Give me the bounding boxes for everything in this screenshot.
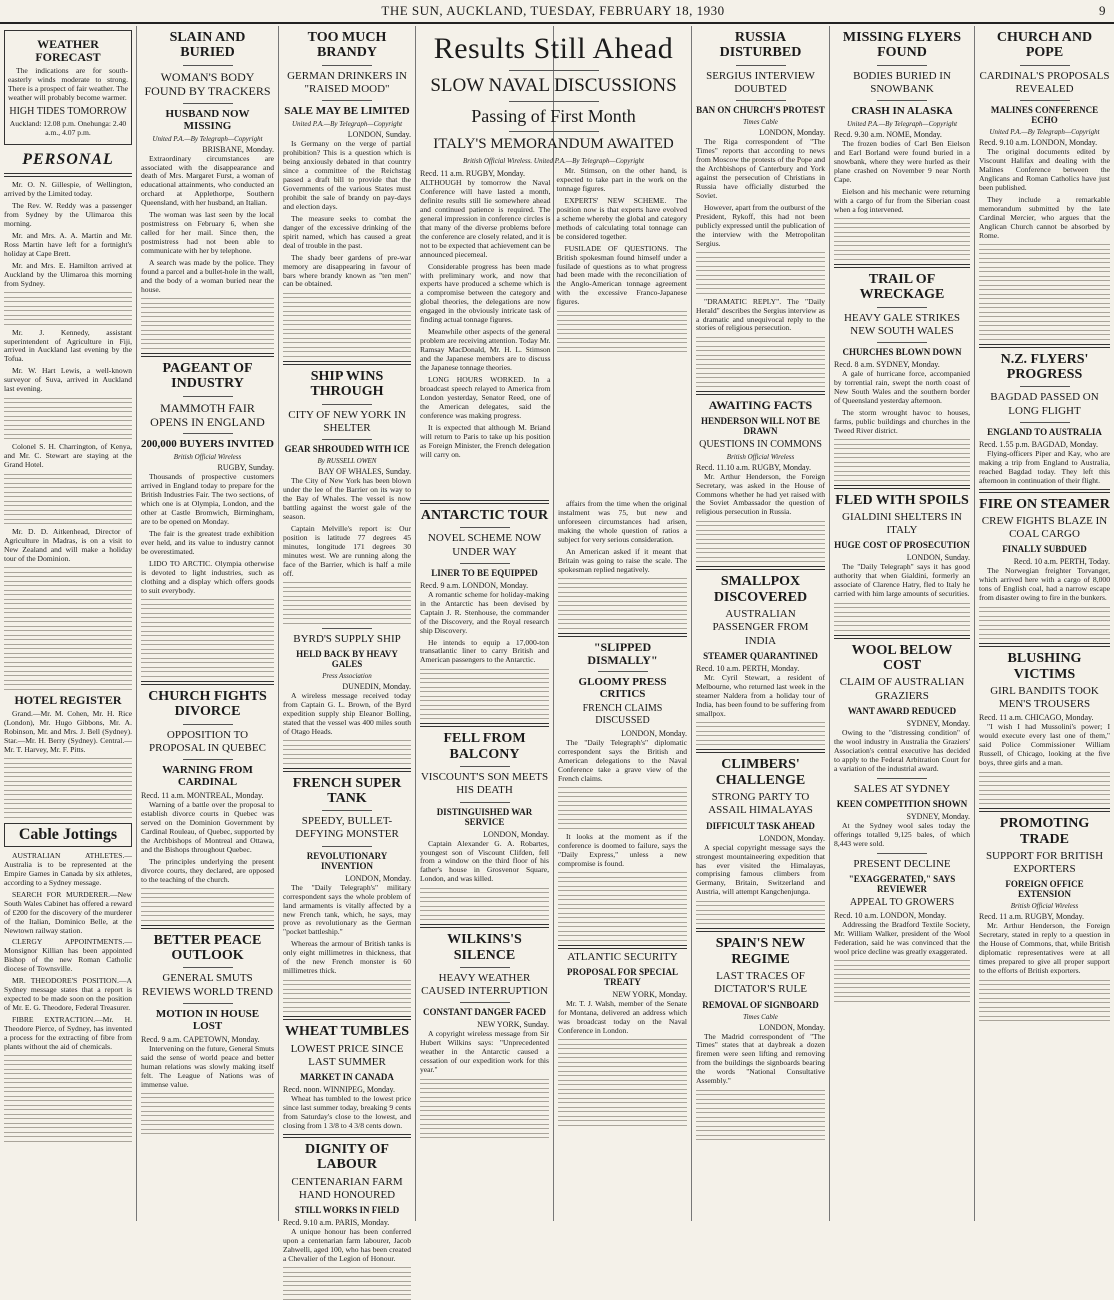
headline-smallpox-discovered: SMALLPOX DISCOVERED <box>713 574 808 605</box>
tides-title: HIGH TIDES TOMORROW <box>9 106 127 118</box>
dateline: BRISBANE, Monday. <box>202 144 274 154</box>
deck: HENDERSON WILL NOT BE DRAWN <box>701 415 820 436</box>
dateline: SYDNEY, Monday. <box>906 718 970 728</box>
main-story-right <box>557 167 688 463</box>
dateline: Recd. 9.10 a.m. PARIS, Monday. <box>283 1217 390 1227</box>
text-lines <box>696 337 825 388</box>
text-lines <box>558 872 687 941</box>
dateline: Recd. 11 a.m. RUGBY, Monday. <box>420 169 526 178</box>
article-paragraph: Mr. Arthur Henderson, the Foreign Secretary, was asked in the House of Commons whether he had yet raised with the Soviet Ambassador the question of religious persecution in Russia. <box>696 471 825 517</box>
subhead: APPEAL TO GROWERS <box>849 896 955 908</box>
text-lines <box>283 980 411 1013</box>
subhead: VISCOUNT'S SON MEETS HIS DEATH <box>420 771 549 797</box>
deck: CONSTANT DANGER FACED <box>422 1007 546 1018</box>
weather-text: The indications are for south-easterly winds moderate to strong. There is a prospect of fair weather. The weather will probably become warmer. <box>8 66 128 103</box>
dateline: NEW YORK, Sunday. <box>477 1020 549 1030</box>
deck: REMOVAL OF SIGNBOARD <box>702 999 819 1010</box>
article-paragraph: ALTHOUGH by tomorrow the Naval Conference will have lasted a month, definite results still lie somewhere ahead and continued patience is required. The general impression in conference circles is that many of the diverse problems before the conference are closely related, and it is not to be expected that achievement can be announced piecemeal. <box>420 178 551 259</box>
cable-item: AUSTRALIAN ATHLETES.—Australia is to be represented at the Empire Games in Canada by six athletes, according to a Sydney message. <box>4 850 132 887</box>
subhead: CLAIM OF AUSTRALIAN GRAZIERS <box>839 676 965 702</box>
dateline: Recd. 9.30 a.m. NOME, Monday. <box>834 130 942 140</box>
subhead: WOMAN'S BODY FOUND BY TRACKERS <box>144 69 271 99</box>
tides-text: Auckland: 12.08 p.m. Onehunga: 2.40 a.m., 4.07 p.m. <box>9 119 127 138</box>
article-paragraph: An American asked if it meant that Britain was going to raise the scale. The spokesman replied negatively. <box>558 546 687 574</box>
subhead: CARDINAL'S PROPOSALS REVEALED <box>979 69 1110 95</box>
main-story-banner <box>416 26 691 496</box>
headline-antarctic-tour: ANTARCTIC TOUR <box>420 508 549 523</box>
text-lines <box>979 980 1110 1022</box>
dateline: LONDON, Monday. <box>345 873 411 883</box>
main-story-left <box>420 167 551 463</box>
article-paragraph: Mr. Cyril Stewart, a resident of Melbourne, who returned last week in the steamer Naldera from a holiday tour of India, has been found to be suffering from smallpox. <box>696 672 825 718</box>
headline-fell-from-balcony: FELL FROM BALCONY <box>443 731 526 762</box>
deck: KEEN COMPETITION SHOWN <box>836 798 968 809</box>
text-lines <box>141 888 274 921</box>
credit: United P.A.—By Telegraph—Copyright <box>846 120 958 129</box>
dateline: RUGBY, Sunday. <box>217 463 274 473</box>
article-paragraph: Warning of a battle over the proposal to establish divorce courts in Quebec was served on the Dominion Government by Cardinal Rouleau, of Quebec, supported by the Archbishops of Montreal and Ottawa, and the Bishops throughout Quebec. <box>141 799 274 854</box>
subhead: CREW FIGHTS BLAZE IN COAL CARGO <box>981 515 1108 541</box>
article-paragraph: Meanwhile other aspects of the general problem are receiving attention. Today Mr. Ramsay MacDonald, Mr. H. L. Stimson and the Japanese members are to discuss the Japanese tonnage theories. <box>420 327 551 373</box>
dateline: Recd. 9.10 a.m. LONDON, Monday. <box>979 138 1098 148</box>
article-paragraph: Captain Alexander G. A. Robartes, youngest son of Viscount Clifden, fell from a window on the third floor of his father's house in Grosvenor Square, London, and was killed. <box>420 838 549 884</box>
subhead: MAMMOTH FAIR OPENS IN ENGLAND <box>150 400 265 430</box>
headline-trail-of-wreckage: TRAIL OF WRECKAGE <box>859 271 945 303</box>
headline-wilkins-silence: WILKINS'S SILENCE <box>447 932 522 963</box>
text-lines <box>834 960 970 1002</box>
subhead: CENTENARIAN FARM HAND HONOURED <box>291 1175 403 1201</box>
column-5-lower <box>554 500 691 1221</box>
article-paragraph: The measure seeks to combat the danger of the excessive drinking of the spirit named, which has caused a great deal of trouble in the past. <box>283 213 411 250</box>
deck: HELD BACK BY HEAVY GALES <box>296 648 398 669</box>
article-paragraph: However, apart from the outburst of the President, Rykoff, this had not been publicly expressed until the publication of the interview with the Metropolitan Sergius. <box>696 202 825 248</box>
subhead: NOVEL SCHEME NOW UNDER WAY <box>427 532 542 558</box>
cable-item: CLERGY APPOINTMENTS.—Monsignor Killian has been appointed Bishop of the new Roman Catholic diocese of Townsville. <box>4 937 132 974</box>
cable-item: SEARCH FOR MURDERER.—New South Wales Cabinet has offered a reward of £200 for the discovery of the murderer of the Italian, Dominico Belle, at the Newtown railway station. <box>4 889 132 935</box>
deck: WARNING FROM CARDINAL <box>162 763 253 788</box>
text-lines <box>558 578 687 629</box>
article-paragraph: The Riga correspondent of "The Times" reports that according to news from Moscow the protests of the Pope and the Archbishops of Canterbury and York against the persecution of Christians in Russia have officially disturbed the Soviet. <box>696 137 825 200</box>
column-2 <box>137 26 278 1221</box>
dateline: BAY OF WHALES, Sunday. <box>318 467 411 477</box>
headline-fire-on-steamer: FIRE ON STEAMER <box>979 496 1110 512</box>
deck: LINER TO BE EQUIPPED <box>431 567 538 578</box>
article-paragraph: A wireless message received today from Captain G. L. Brown, of the Byrd expedition supply ship Eleanor Bolling, stated that the vessel was 400 miles south of Otago Heads. <box>283 690 411 736</box>
personal-item: Mr. D. D. Aitkenhead, Director of Agriculture in Madras, is on a visit to New Zealand and will make a holiday tour of the Dominion. <box>4 527 132 563</box>
article-paragraph: Considerable progress has been made with preliminary work, and now that experts have produced a scheme which is a compromise between the category and global theories, the delegations are now engaged in the obviously intricate task of finding actual tonnage figures. <box>420 261 551 325</box>
text-lines <box>696 521 825 563</box>
text-lines <box>979 607 1110 640</box>
dateline: Recd. 11 a.m. MONTREAL, Monday. <box>141 790 264 800</box>
deck: CHURCHES BLOWN DOWN <box>842 346 962 357</box>
personal-item: Mr. and Mrs. A. A. Martin and Mr. Ross Martin have left for a fortnight's holiday at Cape Brett. <box>4 230 132 258</box>
article-paragraph: The City of New York has been blown under the lee of the Barrier on its way to the Bay of Whales. The vessel is now battling against the worst gale of the season. <box>283 476 411 521</box>
article-paragraph: It looks at the moment as if the conference is doomed to failure, says the "Daily Express," unless a new compromise is found. <box>558 831 687 868</box>
dateline: Recd. 10 a.m. LONDON, Monday. <box>834 910 947 920</box>
credit: By RUSSELL OWEN <box>317 457 377 466</box>
dateline: Recd. 1.55 p.m. BAGDAD, Monday. <box>979 439 1099 449</box>
dateline: Recd. 11 a.m. CHICAGO, Monday. <box>979 713 1094 723</box>
text-lines <box>283 582 411 624</box>
deck: STEAMER QUARANTINED <box>703 650 818 661</box>
article-paragraph: The storm wrought havoc to houses, farms, public buildings and churches in the Tweed River district. <box>834 407 970 435</box>
subhead: AUSTRALIAN PASSENGER FROM INDIA <box>712 608 809 647</box>
article-paragraph: A search was made by the police. They found a parcel and a bullet-hole in the wall, and the body of a woman buried near the house. <box>141 258 274 294</box>
article-paragraph: The Madrid correspondent of "The Times" states that at daybreak a dozen firemen were seen lifting and removing from the buildings the signboards bearing the words "National Consultative Assembly." <box>696 1031 825 1086</box>
dateline: NEW YORK, Monday. <box>612 989 687 999</box>
headline-french-super-tank: FRENCH SUPER TANK <box>292 775 402 806</box>
article-paragraph: The woman was last seen by the local postmistress on February 6, when she called for her mail. Since then, the postmistress had not been able to communicate with her by telephone. <box>141 210 274 256</box>
article-paragraph: LIDO TO ARCTIC. Olympia otherwise is devoted to light industries, such as clothing and a display which offers goods to suit everybody. <box>141 559 274 595</box>
deck: BAN ON CHURCH'S PROTEST <box>696 105 825 116</box>
article-paragraph: The original documents edited by Viscount Halifax and dealing with the Malines Conference between the Anglicans and Roman Catholics have just been published. <box>979 147 1110 192</box>
cable-item: MR. THEODORE'S POSITION.—A Sydney message states that a report is expected to be made soon on the position of Mr. E. G. Theodore, Federal Treasurer. <box>4 976 132 1013</box>
dateline: LONDON, Monday. <box>483 829 549 839</box>
article-paragraph: Flying-officers Piper and Kay, who are making a trip from England to Australia, reached Bagdad today. They left this afternoon in continuation of their flight. <box>979 448 1110 485</box>
headline-missing-flyers-found: MISSING FLYERS FOUND <box>842 30 962 61</box>
article-paragraph: Owing to the "distressing condition" of the wool industry in Australia the Graziers' Association's central executive has decided to apply to the Federal Arbitration Court for a variation of the industrial award. <box>834 727 970 773</box>
subhead: GERMAN DRINKERS IN "RAISED MOOD" <box>287 69 407 95</box>
article-paragraph: Eielson and his mechanic were returning with a cargo of fur from the Siberian coast when a fog intervened. <box>834 186 970 214</box>
headline-spains-new-regime: SPAIN'S NEW REGIME <box>715 936 806 967</box>
subhead: GENERAL SMUTS REVIEWS WORLD TREND <box>142 972 273 998</box>
credit: British Official Wireless <box>1010 902 1079 911</box>
personal-item: The Rev. W. Reddy was a passenger from Sydney by the Ulimaroa this morning. <box>4 201 132 228</box>
deck: HUGE COST OF PROSECUTION <box>834 540 970 551</box>
article-paragraph: They include a remarkable memorandum submitted by the late Cardinal Mercier, who argues that the Anglican Church cannot be absorbed by Rome. <box>979 194 1110 240</box>
personal-heading: PERSONAL <box>22 151 114 169</box>
text-lines <box>696 252 825 294</box>
article-paragraph: affairs from the time when the original instalment was 75, but new and unforeseen circumstances had arisen, making the whole question of ratios a subject for very serious consideration. <box>558 499 687 544</box>
text-lines <box>4 758 132 818</box>
masthead <box>0 0 1114 24</box>
column-7 <box>692 26 829 1221</box>
subhead: HEAVY GALE STRIKES NEW SOUTH WALES <box>843 311 961 337</box>
deck: MALINES CONFERENCE ECHO <box>990 105 1099 126</box>
subhead: LAST TRACES OF DICTATOR'S RULE <box>714 970 807 996</box>
text-lines <box>141 298 274 349</box>
dateline: DUNEDIN, Monday. <box>342 681 411 691</box>
cable-item: FIBRE EXTRACTION.—Mr. H. Theodore Pierce, of Sydney, has invented a process for the extracting of fibre from plants without the aid of chemicals. <box>4 1015 132 1051</box>
article-paragraph: Intervening on the future, General Smuts said the sense of world peace and better human relations was slowly making itself felt. The League of Nations was of immense value. <box>141 1043 274 1089</box>
headline-better-peace-outlook: BETTER PEACE OUTLOOK <box>153 932 262 963</box>
subhead: STRONG PARTY TO ASSAIL HIMALAYAS <box>708 791 813 817</box>
text-lines <box>558 1039 687 1126</box>
subhead: GIALDINI SHELTERS IN ITALY <box>842 511 962 537</box>
dateline: Recd. 10 a.m. PERTH, Today. <box>1013 557 1110 567</box>
deck: WANT AWARD REDUCED <box>847 705 957 716</box>
subhead: CITY OF NEW YORK IN SHELTER <box>288 408 406 434</box>
deck: "EXAGGERATED," SAYS REVIEWER <box>848 873 956 894</box>
article-paragraph: He intends to equip a 17,000-ton transatlantic liner to carry British and American passengers to the Antarctic. <box>420 637 549 665</box>
headline-wool-below-cost: WOOL BELOW COST <box>851 642 953 674</box>
dateline: Recd. 9 a.m. LONDON, Monday. <box>420 580 529 590</box>
dateline: LONDON, Monday. <box>759 1022 825 1032</box>
deck: REVOLUTIONARY INVENTION <box>306 850 388 871</box>
credit: Press Association <box>322 671 372 680</box>
deck: MARKET IN CANADA <box>300 1071 394 1082</box>
deck: STILL WORKS IN FIELD <box>294 1204 400 1215</box>
dateline: Recd. 8 a.m. SYDNEY, Monday. <box>834 359 940 369</box>
personal-item: Colonel S. H. Charrington, of Kenya, and Mr. C. Stewart are staying at the Grand Hotel. <box>4 442 132 470</box>
deck: FOREIGN OFFICE EXTENSION <box>1005 879 1084 900</box>
text-lines <box>283 740 411 764</box>
weather-title: WEATHER FORECAST <box>35 37 101 65</box>
text-lines <box>696 1090 825 1141</box>
headline-slipped-dismally: "SLIPPED DISMALLY" <box>587 639 658 667</box>
credit: British Official Wireless <box>173 453 242 462</box>
text-lines <box>696 722 825 746</box>
text-lines <box>834 218 970 260</box>
deck: GEAR SHROUDED WITH ICE <box>284 444 410 455</box>
column-3 <box>279 26 415 1263</box>
personal-item: Mr. J. Kennedy, assistant superintendent of Agriculture in Fiji, arrived in Auckland last evening by the Tofua. <box>4 327 132 364</box>
text-lines <box>420 669 549 720</box>
deck: PROPOSAL FOR SPECIAL TREATY <box>566 966 678 987</box>
article-paragraph: A gale of hurricane force, accompanied by torrential rain, swept the north coast of New South Wales and the southern border of Queensland yesterday afternoon. <box>834 368 970 405</box>
dateline: LONDON, Monday. <box>759 128 825 138</box>
headline-atlantic-security: ATLANTIC SECURITY <box>567 950 678 963</box>
article-paragraph: EXPERTS' NEW SCHEME. The position now is that experts have evolved a scheme whereby the global and category methods of calculating total tonnage can be considered together. <box>556 195 687 241</box>
hotel-register-text: Grand.—Mr. M. Cohen, Mr. H. Rice (London), Mr. Hugo Gibbons, Mr. A. Robinson, Mr. and Mrs. J. Bell (Sydney). Star.—Mr. H. Berry (Sydney). Central.—Mr. T. Harvey, Mr. F. Pitts. <box>4 709 132 754</box>
article-paragraph: Mr. Arthur Henderson, the Foreign Secretary, stated in reply to a question in the House of Commons, that, while British diplomatic representatives were at all times prepared to give all proper support to the efforts of British exporters. <box>979 921 1110 976</box>
article-paragraph: A special copyright message says the strongest mountaineering expedition that has ever visited the Himalayas, comprising famous climbers from Germany, Britain, Switzerland and Austria, will attempt Kangchenjunga. <box>696 842 825 897</box>
deck: FINALLY SUBDUED <box>1002 544 1087 555</box>
article-paragraph: The shady beer gardens of pre-war memory are disappearing in favour of bars where brandy known as "ten men" can be obtained. <box>283 252 411 289</box>
text-lines <box>834 603 970 631</box>
headline-climbers-challenge: CLIMBERS' CHALLENGE <box>715 757 806 788</box>
article-paragraph: The frozen bodies of Carl Ben Eielson and Earl Borland were found buried in a snowbank, where they were hurled as their plane crashed on November 9 near North Cape. <box>834 139 970 184</box>
article-paragraph: FUSILADE OF QUESTIONS. The British spokesman found himself under a fusilade of questions as to what progress had been made with the reconciliation of the Anglo-American tonnage agreement with the excessive Franco-Japanese figures. <box>556 243 687 307</box>
headline-slain-and-buried: SLAIN AND BURIED <box>169 30 246 61</box>
text-lines <box>558 787 687 829</box>
headline-sales-at-sydney: SALES AT SYDNEY <box>853 782 951 795</box>
subhead: GIRL BANDITS TOOK MEN'S TROUSERS <box>990 685 1099 711</box>
subhead: FRENCH CLAIMS DISCUSSED <box>582 703 663 726</box>
dateline: Recd. noon. WINNIPEG, Monday. <box>283 1084 395 1094</box>
column-8 <box>830 26 974 1221</box>
article-paragraph: Thousands of prospective customers arrived in England today to prepare for the British Industries Fair. The two sections, of which one is at Olympia, London, and the other at Castle Bromwich, Birmingham, are to be opened on Monday. <box>141 472 274 527</box>
article-paragraph: The "Daily Telegraph" says it has good authority that when Gialdini, formerly an associate of Clarence Hatry, fled to Italy he carried with him large amounts of securities. <box>834 562 970 599</box>
hotel-register-heading: HOTEL REGISTER <box>14 692 122 707</box>
article-paragraph: A romantic scheme for holiday-making in the Antarctic has been devised by Captain J. R. Stenhouse, the commander of the Discovery, and the Royal research ship Discovery. <box>420 589 549 635</box>
headline-fled-with-spoils: FLED WITH SPOILS <box>835 492 969 508</box>
text-lines <box>420 888 549 921</box>
main-subhead-passing: Passing of First Month <box>471 106 636 126</box>
text-lines <box>283 293 411 357</box>
credit: British Official Wireless <box>726 452 795 461</box>
text-lines <box>979 244 1110 340</box>
deck: ENGLAND TO AUSTRALIA <box>987 426 1102 437</box>
article-paragraph: Captain Melville's report is: Our position is latitude 77 degrees 45 minutes, longitude 171 degrees 30 minutes west. We are running along the face of the Barrier, which is half a mile off. <box>283 523 411 578</box>
text-lines <box>4 292 132 325</box>
article-paragraph: The fair is the greatest trade exhibition ever held, and its value to industry cannot be overestimated. <box>141 529 274 557</box>
page-number: 9 <box>1099 3 1106 18</box>
text-lines <box>420 1079 549 1139</box>
deck: DISTINGUISHED WAR SERVICE <box>436 806 533 827</box>
credit: United P.A.—By Telegraph—Copyright <box>291 120 403 129</box>
headline-russia-disturbed: RUSSIA DISTURBED <box>719 30 802 61</box>
personal-item: Mr. O. N. Gillespie, of Wellington, arrived by the Limited today. <box>4 180 132 199</box>
weather-box <box>4 30 132 145</box>
deck: SALE MAY BE LIMITED <box>284 105 410 118</box>
text-lines <box>4 474 132 525</box>
text-lines <box>4 398 132 440</box>
headline-present-decline: PRESENT DECLINE <box>853 857 951 870</box>
article-paragraph: LONG HOURS WORKED. In a broadcast speech relayed to America from London yesterday, Senator Reed, one of the American delegates, said the conference was making progress. <box>420 375 551 420</box>
dateline: Recd. 10 a.m. PERTH, Monday. <box>696 663 800 673</box>
subhead: OPPOSITION TO PROPOSAL IN QUEBEC <box>149 728 266 754</box>
credit: British Official Wireless. United P.A.—By Telegraph—Copyright <box>463 157 644 165</box>
subhead: HEAVY WEATHER CAUSED INTERRUPTION <box>421 972 548 998</box>
cable-jottings-heading: Cable Jottings <box>4 823 132 847</box>
headline-awaiting-facts: AWAITING FACTS <box>708 398 813 413</box>
credit: United P.A.—By Telegraph—Copyright <box>989 128 1100 137</box>
dateline: LONDON, Sunday. <box>906 553 970 563</box>
dateline: LONDON, Monday. <box>621 729 687 738</box>
headline-dignity-of-labour: DIGNITY OF LABOUR <box>305 1141 389 1173</box>
article-paragraph: At the Sydney wool sales today the offerings totalled 9,125 bales, of which 8,443 were sold. <box>834 820 970 848</box>
subhead: QUESTIONS IN COMMONS <box>699 438 822 450</box>
deck: MOTION IN HOUSE LOST <box>155 1007 260 1032</box>
personal-item: Mr. and Mrs. E. Hamilton arrived at Auckland by the Ulimaroa this morning from Sydney. <box>4 260 132 288</box>
subhead-byrd-supply-ship: BYRD'S SUPPLY SHIP <box>293 632 401 645</box>
text-lines <box>141 1093 274 1135</box>
subhead: SERGIUS INTERVIEW DOUBTED <box>706 69 815 95</box>
dateline: LONDON, Sunday. <box>347 130 411 140</box>
subhead: LOWEST PRICE SINCE LAST SUMMER <box>290 1042 404 1068</box>
article-paragraph: Whereas the armour of British tanks is only eight millimetres in thickness, that of the new French monster is 60 millimetres thick. <box>283 939 411 976</box>
deck: 200,000 BUYERS INVITED <box>141 438 274 451</box>
headline-wheat-tumbles: WHEAT TUMBLES <box>284 1024 410 1040</box>
text-lines <box>4 1055 132 1142</box>
credit: Times Cable <box>743 1012 778 1021</box>
deck: CRASH IN ALASKA <box>851 105 953 118</box>
article-paragraph: The "Daily Telegraph's" military correspondent says the whole problem of land armaments is vitally affected by a new French tank, which, he says, may prove as revolutionary as the German "pocket battleship." <box>283 882 411 937</box>
subhead: BODIES BURIED IN SNOWBANK <box>853 69 951 95</box>
masthead-title: THE SUN, AUCKLAND, TUESDAY, FEBRUARY 18, 1930 <box>381 3 725 18</box>
text-lines <box>979 772 1110 805</box>
article-paragraph: "I wish I had Mussolini's power; I would execute every last one of them," said Police Commissioner William Russell, of Chicago, looking at the five boys, three girls and a man. <box>979 722 1110 768</box>
column-1 <box>0 26 136 1221</box>
article-paragraph: Mr. Stimson, on the other hand, is expected to take part in the work on the tonnage figures. <box>556 166 687 193</box>
text-lines <box>4 567 132 690</box>
headline-promoting-trade: PROMOTING TRADE <box>999 816 1090 847</box>
article-paragraph: It is expected that although M. Briand will return to Paris to take up his position as Foreign Minister, the French delegation will carry on. <box>420 422 551 459</box>
article-paragraph: The Norwegian freighter Torvanger, which arrived here with a cargo of 8,000 tons of English coal, had a narrow escape from disaster owing to fire in the bunkers. <box>979 566 1110 603</box>
column-4-lower <box>416 500 553 1221</box>
headline-nz-flyers-progress: N.Z. FLYERS' PROGRESS <box>1000 351 1089 383</box>
article-paragraph: Mr. T. J. Walsh, member of the Senate for Montana, delivered an address which was broadcast today on the Naval Conference in London. <box>558 998 687 1035</box>
subhead: SPEEDY, BULLET-DEFYING MONSTER <box>295 815 399 841</box>
dateline: Recd. 11.10 a.m. RUGBY, Monday. <box>696 462 812 472</box>
text-lines <box>696 901 825 925</box>
credit: Times Cable <box>743 118 778 127</box>
headline-pageant-of-industry: PAGEANT OF INDUSTRY <box>162 360 253 392</box>
deck: DIFFICULT TASK AHEAD <box>706 820 815 831</box>
deck: HUSBAND NOW MISSING <box>165 107 250 132</box>
article-paragraph: The principles underlying the present divorce courts, they declared, are opposed to the teaching of the church. <box>141 856 274 884</box>
article-paragraph: "DRAMATIC REPLY". The "Daily Herald" describes the Sergius interview as a dramatic and unequivocal reply to the stories of religious persecution. <box>696 296 825 333</box>
headline-church-fights-divorce: CHURCH FIGHTS DIVORCE <box>148 688 267 720</box>
text-lines <box>283 1267 411 1300</box>
article-paragraph: Wheat has tumbled to the lowest price since last summer today, breaking 9 cents from Saturday's close to the lowest, and closing from 1 3/8 to 4 3/8 cents down. <box>283 1093 411 1130</box>
headline-blushing-victims: BLUSHING VICTIMS <box>1007 651 1082 682</box>
text-lines <box>557 311 688 353</box>
headline-too-much-brandy: TOO MUCH BRANDY <box>307 30 387 61</box>
headline-ship-wins-through: SHIP WINS THROUGH <box>310 368 384 400</box>
dateline: Recd. 11 a.m. RUGBY, Monday. <box>979 912 1085 922</box>
credit: United P.A.—By Telegraph—Copyright <box>152 134 263 143</box>
deck: GLOOMY PRESS CRITICS <box>578 676 667 700</box>
subhead: BAGDAD PASSED ON LONG FLIGHT <box>990 391 1099 417</box>
main-subhead-italy: ITALY'S MEMORANDUM AWAITED <box>433 136 674 152</box>
column-9 <box>975 26 1114 1221</box>
article-paragraph: A unique honour has been conferred upon a centenarian farm labourer, Jacob Zahwelli, aged 100, who has been created a Chevalier of the Legion of Honour. <box>283 1226 411 1263</box>
personal-item: Mr. W. Hart Lewis, a well-known surveyor of Suva, arrived in Auckland last evening. <box>4 366 132 394</box>
article-paragraph: Extraordinary circumstances are associated with the disappearance and death of Mrs. Margaret Furst, a woman of educational attainments, who conducted an orchard at Applethorpe, Southern Queensland, with her husband, an Italian. <box>141 153 274 208</box>
dateline: LONDON, Monday. <box>759 833 825 843</box>
text-lines <box>141 599 274 677</box>
text-lines <box>834 439 970 481</box>
article-paragraph: Addressing the Bradford Textile Society, Mr. William Walker, president of the Wool Federation, said he was convinced that the wool price decline was greatly exaggerated. <box>834 919 970 956</box>
main-subhead: SLOW NAVAL DISCUSSIONS <box>430 75 677 96</box>
subhead: SUPPORT FOR BRITISH EXPORTERS <box>985 849 1104 876</box>
headline-church-and-pope: CHURCH AND POPE <box>996 30 1093 61</box>
dateline: Recd. 9 a.m. CAPETOWN, Monday. <box>141 1034 260 1044</box>
article-paragraph: Is Germany on the verge of partial prohibition? This is a question which is being anxiously debated in that country since a committee of the Reichstag passed a draft bill to provide that the Governments of the various States must prohibit the sale of brandy on pay-days and election days. <box>283 139 411 211</box>
dateline: SYDNEY, Monday. <box>906 811 970 821</box>
article-paragraph: A copyright wireless message from Sir Hubert Wilkins says: "Unprecedented weather in the Antarctic caused a cessation of our expedition work for this year." <box>420 1029 549 1075</box>
main-headline: Results Still Ahead <box>433 32 674 65</box>
article-paragraph: The "Daily Telegraph's" diplomatic correspondent says the British and American delegations to the Naval Conference take a grave view of the French claims. <box>558 738 687 783</box>
